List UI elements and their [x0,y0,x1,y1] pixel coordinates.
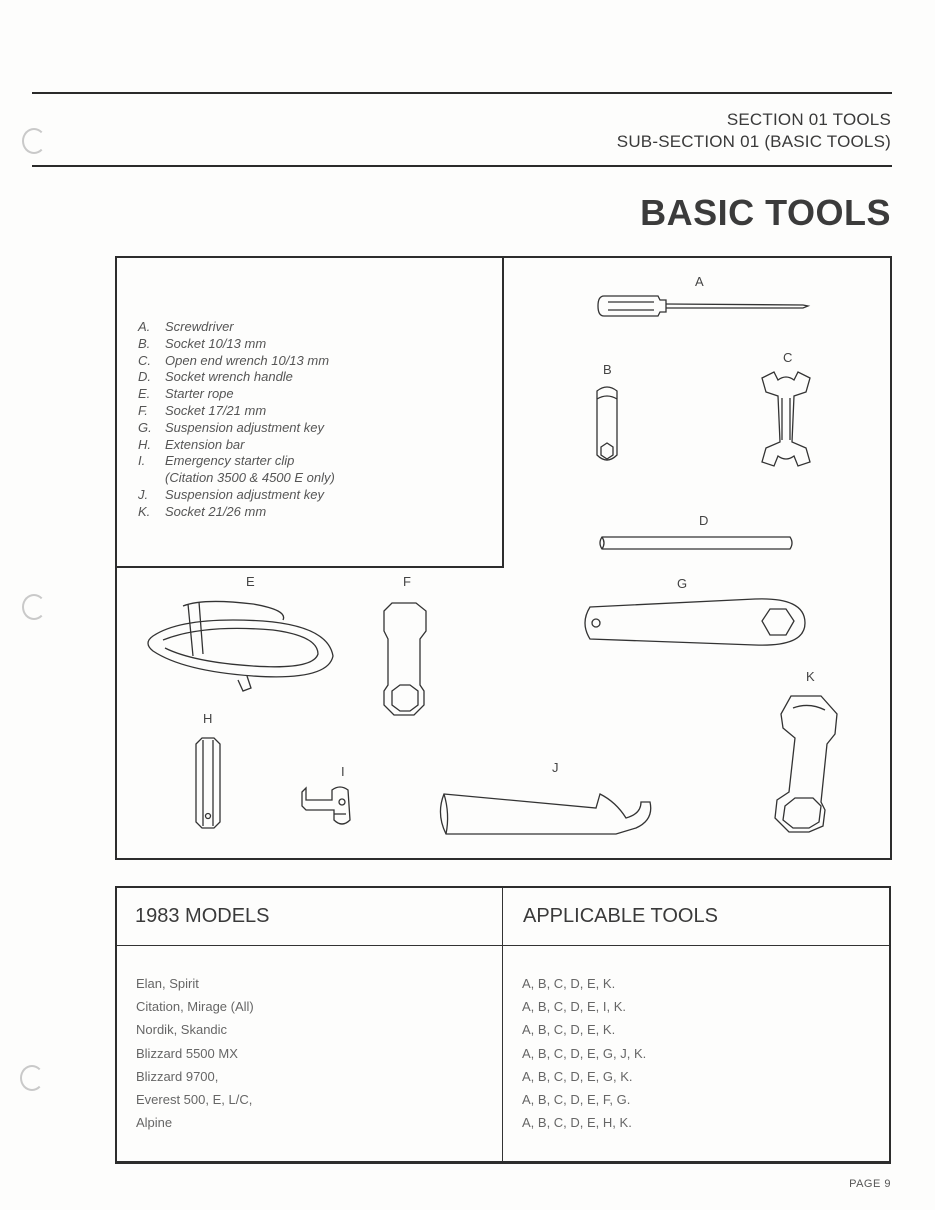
emergency-starter-clip-icon [300,786,355,828]
page-title: BASIC TOOLS [640,192,891,233]
legend-item: E. Starter rope [138,386,234,402]
table-row-tools: A, B, C, D, E, K. [522,976,616,991]
suspension-key-g-icon [580,597,810,649]
figure-label-a: A [695,274,704,289]
legend-item: J. Suspension adjustment key [138,486,324,502]
subsection-heading: SUB-SECTION 01 (BASIC TOOLS) [616,132,891,151]
table-row-tools: A, B, C, D, E, I, K. [522,999,627,1015]
table-row-model: Blizzard 9700, [136,1068,219,1084]
suspension-key-j-icon [436,782,661,834]
starter-rope-icon [143,596,338,691]
hole-punch-mark [22,128,46,154]
table-row-model: Alpine [136,1115,173,1131]
figure-label-e: E [246,574,255,589]
table-row-model: Citation, Mirage (All) [136,999,254,1015]
applicable-tools-table [115,886,891,1164]
figure-label-g: G [677,576,688,591]
table-row-tools: A, B, C, D, E, G, J, K. [522,1045,647,1061]
table-column-divider [502,888,503,1161]
table-row-tools: A, B, C, D, E, G, K. [522,1068,633,1084]
legend-item: I. Emergency starter clip [138,453,295,469]
hole-punch-mark [22,594,46,620]
socket-wrench-handle-icon [596,535,796,551]
tools-column-header: APPLICABLE TOOLS [523,905,718,927]
table-row-tools: A, B, C, D, E, K. [522,1022,616,1038]
figure-label-c: C [783,350,793,365]
legend-item: B. Socket 10/13 mm [138,335,267,351]
figure-label-b: B [603,362,612,377]
table-header-divider [117,945,889,946]
screwdriver-icon [598,292,810,322]
socket-17-21-icon [378,603,430,718]
models-column [136,972,254,1134]
header-top-rule [32,92,892,94]
page-number: PAGE 9 [849,1178,891,1190]
legend-item: A. Screwdriver [138,319,234,334]
tool-legend [138,319,335,521]
figure-label-f: F [403,574,411,589]
figure-label-i: I [341,764,345,779]
figure-label-d: D [699,513,709,528]
models-column-header: 1983 MODELS [135,905,270,927]
tools-column [522,972,646,1134]
header-bottom-rule [32,165,892,167]
legend-item: C. Open end wrench 10/13 mm [138,352,330,368]
open-end-wrench-icon [760,370,812,466]
socket-10-13-icon [594,385,620,465]
legend-item: H. Extension bar [138,436,245,452]
legend-item: (Citation 3500 & 4500 E only) [165,470,335,486]
legend-item: F. Socket 17/21 mm [138,402,267,418]
table-row-model: Nordik, Skandic [136,1022,228,1038]
extension-bar-icon [193,738,223,830]
table-row-tools: A, B, C, D, E, H, K. [522,1115,632,1131]
section-heading: SECTION 01 TOOLS [726,110,891,129]
table-row-model: Everest 500, E, L/C, [136,1092,253,1108]
table-row-model: Blizzard 5500 MX [136,1045,238,1061]
hole-punch-mark [20,1065,44,1091]
table-row-model: Elan, Spirit [136,976,199,991]
figure-label-j: J [552,760,559,775]
socket-21-26-icon [773,692,843,832]
table-row-tools: A, B, C, D, E, F, G. [522,1092,631,1108]
figure-label-k: K [806,669,815,684]
legend-item: K. Socket 21/26 mm [138,503,267,519]
figure-label-h: H [203,711,213,726]
legend-item: G. Suspension adjustment key [138,419,324,435]
legend-item: D. Socket wrench handle [138,369,293,385]
